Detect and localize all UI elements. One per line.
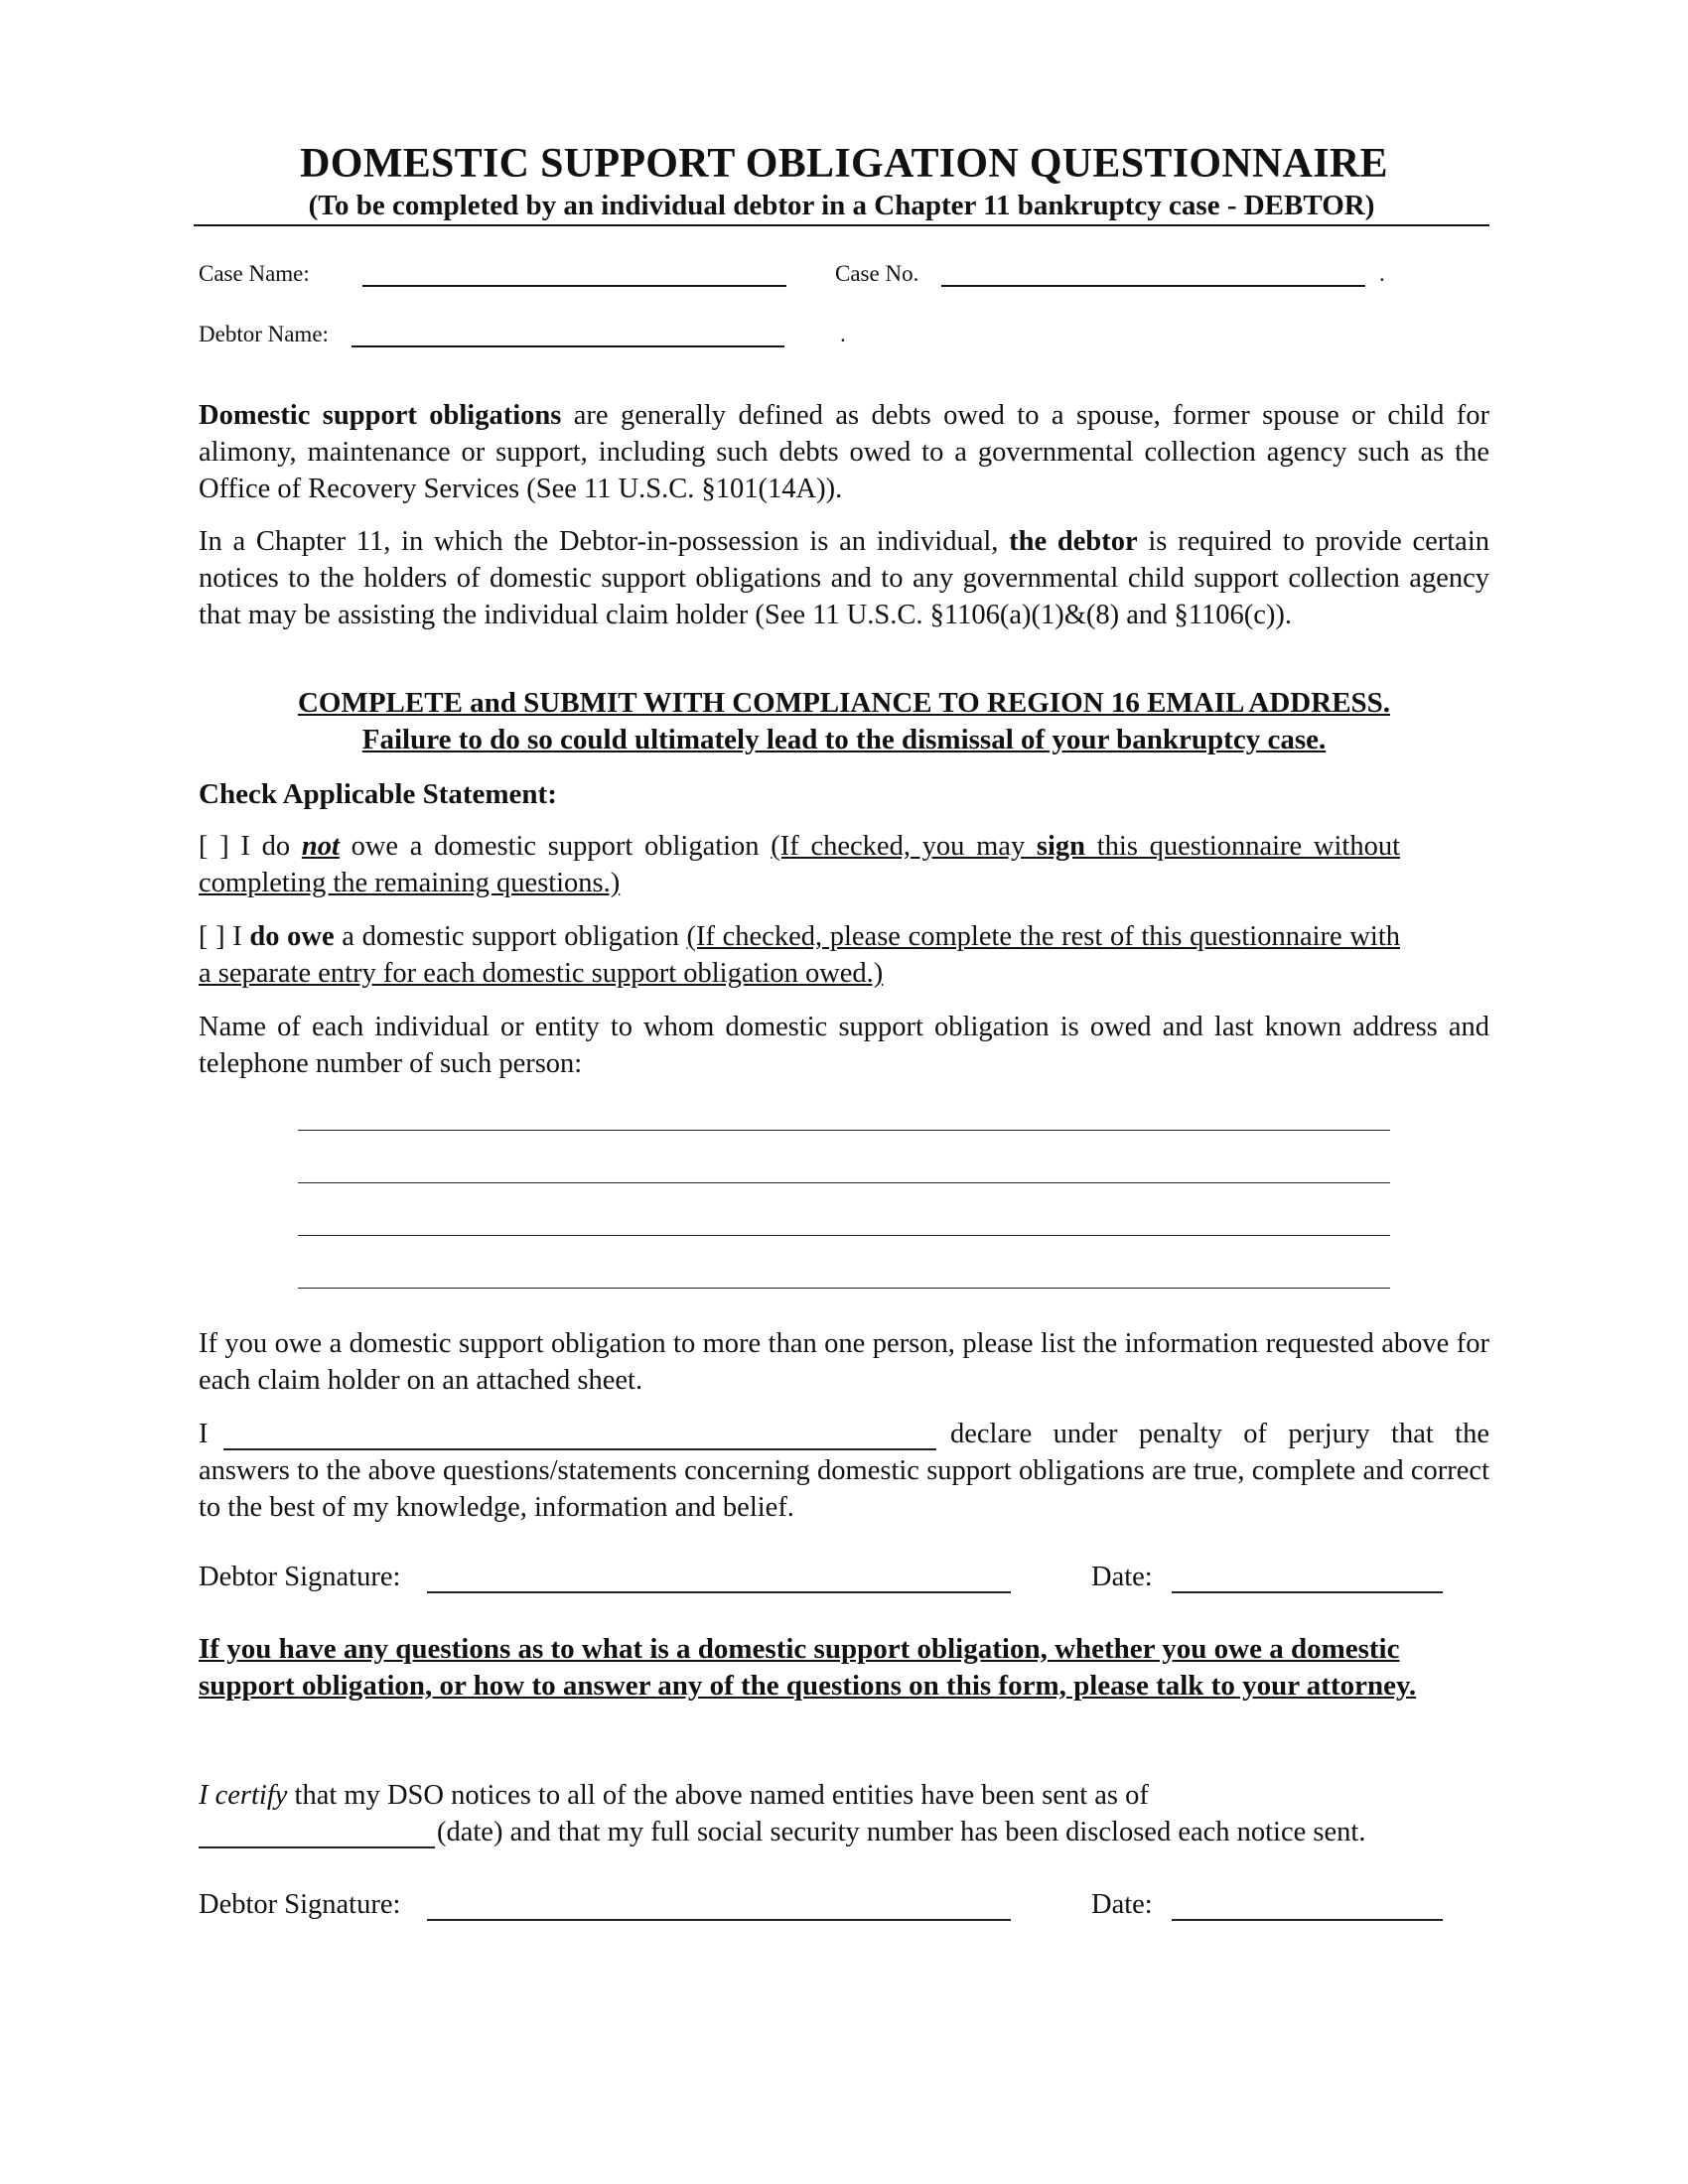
sign-emphasis: sign: [1036, 831, 1086, 862]
definition-term: Domestic support obligations: [199, 400, 562, 431]
not-owe-note-b: this questionnaire without completing the remaining questions.): [199, 831, 1400, 898]
checkbox-not-owe[interactable]: [ ]: [199, 831, 229, 862]
date-field-2[interactable]: [1172, 1919, 1443, 1921]
do-owe-note: (If checked, please complete the rest of this questionnaire with a separate entry for each domestic support obligation owed.): [199, 921, 1400, 989]
date-label-1: Date:: [1091, 1562, 1153, 1592]
definition-text: are generally defined as debts owed to a spouse, former spouse or child for alimony, maintenance or support, including such debts owed to a governmental collection agency such as the Office of Recovery Services (See 11 U.S.C. §101(14A)).: [199, 400, 1489, 504]
statement-do-owe-text: I: [224, 921, 250, 952]
certify-line-2-text: (date) and that my full social security number has been disclosed each notice sent.: [437, 1817, 1366, 1847]
declaration-penalty-text: declare under penalty of perjury that the: [950, 1419, 1489, 1449]
chapter11-debtor-bold: the debtor: [1009, 526, 1138, 557]
case-name-field[interactable]: [362, 285, 786, 287]
certify-line-1-text: that my DSO notices to all of the above named entities have been sent as of: [287, 1780, 1149, 1811]
definition-paragraph: [199, 397, 1489, 507]
certify-italic: I certify: [199, 1780, 288, 1811]
form-title: DOMESTIC SUPPORT OBLIGATION QUESTIONNAIRE: [300, 141, 1388, 187]
statement-not-owe: [199, 828, 1400, 901]
dismissal-warning: Failure to do so could ultimately lead to the dismissal of your bankruptcy case.: [361, 724, 1327, 755]
declarant-name-field[interactable]: [223, 1448, 936, 1450]
case-no-field[interactable]: [941, 285, 1365, 287]
creditor-line-3[interactable]: [298, 1235, 1390, 1236]
chapter11-paragraph: [199, 523, 1489, 633]
checkbox-do-owe[interactable]: [ ]: [199, 921, 225, 952]
debtor-signature-label-1: Debtor Signature:: [199, 1562, 401, 1592]
declaration-i: I: [199, 1419, 209, 1449]
case-name-label: Case Name:: [199, 261, 310, 286]
check-statement-heading: Check Applicable Statement:: [199, 778, 557, 810]
debtor-signature-label-2: Debtor Signature:: [199, 1889, 401, 1920]
not-owe-note-a: (If checked, you may: [771, 831, 1037, 862]
debtor-name-label: Debtor Name:: [199, 322, 329, 346]
notice-date-field[interactable]: [199, 1846, 435, 1848]
creditor-line-4[interactable]: [298, 1288, 1390, 1289]
date-label-2: Date:: [1091, 1889, 1153, 1920]
debtor-signature-field-2[interactable]: [427, 1919, 1011, 1921]
creditor-line-1[interactable]: [298, 1130, 1390, 1131]
case-no-label: Case No.: [835, 261, 919, 286]
date-field-1[interactable]: [1172, 1591, 1443, 1593]
case-no-trailer: .: [1379, 261, 1385, 286]
declaration-text: answers to the above questions/statements concerning domestic support obligations are true, complete and correct to the best of my knowledge, information and belief.: [199, 1455, 1489, 1523]
debtor-signature-field-1[interactable]: [427, 1591, 1011, 1593]
debtor-name-field[interactable]: [352, 345, 784, 347]
statement-not-owe-mid: owe a domestic support obligation: [339, 831, 772, 862]
do-owe-emphasis: do owe: [249, 921, 335, 952]
statement-do-owe: [199, 918, 1400, 992]
chapter11-text-rest: is required to provide certain notices to the holders of domestic support obligations and to any governmental child support collection agency that may be assisting the individual claim holder (See 11 U.S.C. §1106(a)(1)&(8) and §1106(c)).: [199, 526, 1489, 630]
creditor-line-2[interactable]: [298, 1182, 1390, 1183]
debtor-name-trailer: .: [840, 322, 846, 346]
chapter11-text-start: In a Chapter 11, in which the Debtor-in-possession is an individual,: [199, 526, 1010, 557]
statement-do-owe-mid: a domestic support obligation: [334, 921, 687, 952]
multiple-claimants-text: If you owe a domestic support obligation to more than one person, please list the information requested above for each claim holder on an attached sheet.: [199, 1328, 1489, 1396]
attorney-warning: If you have any questions as to what is a domestic support obligation, whether you owe a domestic support obligation, or how to answer any of the questions on this form, please talk to your attorney.: [199, 1633, 1417, 1702]
form-subtitle: (To be completed by an individual debtor in a Chapter 11 bankruptcy case - DEBTOR): [194, 189, 1489, 226]
certify-line-1: [199, 1777, 1489, 1814]
creditor-prompt: Name of each individual or entity to whom domestic support obligation is owed and last known address and telephone number of such person:: [199, 1012, 1489, 1079]
submit-notice: COMPLETE and SUBMIT WITH COMPLIANCE TO REGION 16 EMAIL ADDRESS.: [297, 687, 1391, 719]
statement-not-owe-text: I do: [228, 831, 302, 862]
not-emphasis: not: [301, 831, 340, 862]
